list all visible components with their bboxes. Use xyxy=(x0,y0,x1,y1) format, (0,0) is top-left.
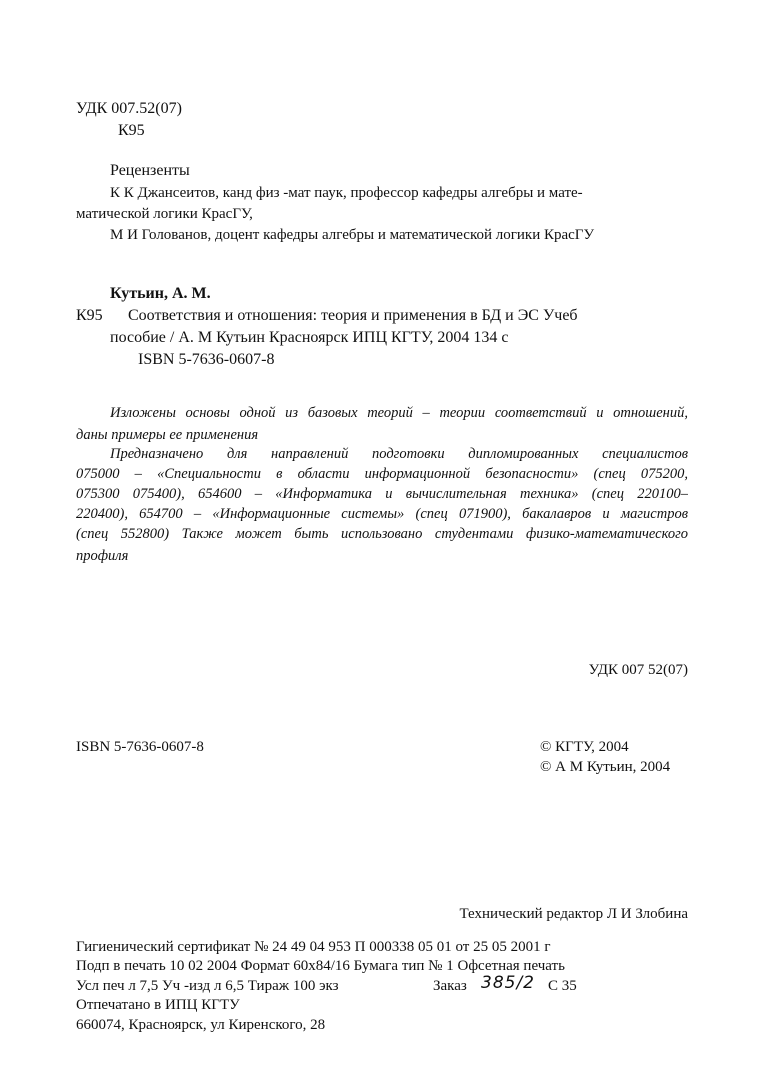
imprint-line-1: Гигиенический сертификат № 24 49 04 953 П 000338 05 01 от 25 05 2001 г xyxy=(76,939,551,955)
isbn-bottom: ISBN 5-7636-0607-8 xyxy=(76,739,204,755)
copyright-author: © А М Кутьин, 2004 xyxy=(540,759,671,775)
abstract-p1-line-2: даны примеры ее применения xyxy=(76,427,259,443)
abstract-p2-line-3: 075300 075400), 654600 – «Информатика и вычислительная техника» (спец 220100– xyxy=(76,486,688,502)
abstract-p2-line-1: Предназначено для направлений подготовки дипломированных специалистов xyxy=(110,446,688,462)
bib-isbn: ISBN 5-7636-0607-8 xyxy=(138,351,275,368)
author-mark: К95 xyxy=(118,122,145,139)
imprint-line-2: Подп в печать 10 02 2004 Формат 60х84/16 Бумага тип № 1 Офсетная печать xyxy=(76,958,565,974)
udk-right: УДК 007 52(07) xyxy=(588,662,688,678)
bib-code: К95 xyxy=(76,307,103,324)
abstract-p2-line-4: 220400), 654700 – «Информационные системы» (спец 071900), бакалавров и магистров xyxy=(76,506,688,522)
order-label: Заказ xyxy=(433,978,467,994)
bib-line-2: пособие / А. М Кутьин Красноярск ИПЦ КГТУ, 2004 134 с xyxy=(110,329,509,346)
reviewer-1-line-1: К К Джансеитов, канд физ -мат паук, профессор кафедры алгебры и мате- xyxy=(110,185,583,201)
abstract-p2-line-2: 075000 – «Специальности в области информационной безопасности» (спец 075200, xyxy=(76,466,688,482)
reviewer-2: М И Голованов, доцент кафедры алгебры и математической логики КрасГУ xyxy=(110,227,595,243)
reviewers-heading: Рецензенты xyxy=(110,162,190,179)
copyright-kgtu: © КГТУ, 2004 xyxy=(540,739,629,755)
abstract-p1-line-1: Изложены основы одной из базовых теорий – теории соответствий и отношений, xyxy=(110,405,688,421)
order-pages: С 35 xyxy=(548,978,577,994)
abstract-p2-line-5: (спец 552800) Также может быть использовано студентами физико-математического xyxy=(76,526,688,542)
bib-line-1: Соответствия и отношения: теория и применения в БД и ЭС Учеб xyxy=(128,307,578,324)
reviewer-1-line-2: матической логики КрасГУ, xyxy=(76,206,253,222)
imprint-line-5: 660074, Красноярск, ул Киренского, 28 xyxy=(76,1017,326,1033)
imprint-line-4: Отпечатано в ИПЦ КГТУ xyxy=(76,997,240,1013)
imprint-line-3: Усл печ л 7,5 Уч -изд л 6,5 Тираж 100 экз xyxy=(76,978,339,994)
order-number: 385/2 xyxy=(481,973,535,993)
udk-code: УДК 007.52(07) xyxy=(76,100,182,117)
technical-editor: Технический редактор Л И Злобина xyxy=(459,906,688,922)
author-name: Кутьин, А. М. xyxy=(110,285,211,302)
abstract-p2-line-6: профиля xyxy=(76,548,129,564)
